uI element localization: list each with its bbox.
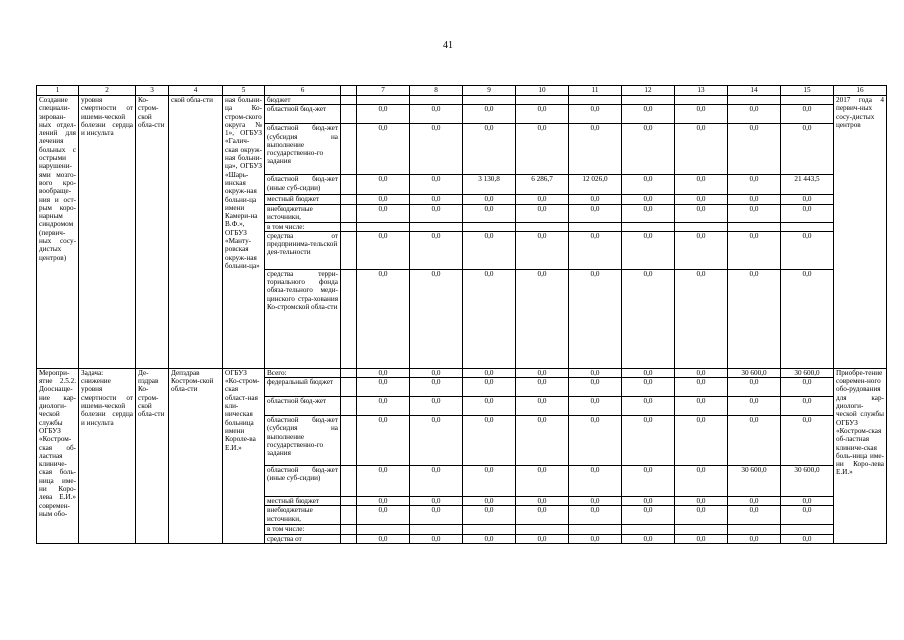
value-cell: 0,0 xyxy=(463,497,516,506)
value-cell: 0,0 xyxy=(410,269,463,368)
value-cell: 0,0 xyxy=(410,368,463,377)
value-cell xyxy=(622,222,675,231)
blank-cell xyxy=(341,466,357,497)
value-cell: 0,0 xyxy=(569,105,622,124)
value-cell: 0,0 xyxy=(781,204,834,222)
value-cell: 0,0 xyxy=(516,506,569,525)
blank-cell xyxy=(341,204,357,222)
header-cell: 7 xyxy=(357,86,410,96)
value-cell: 0,0 xyxy=(728,269,781,368)
value-cell xyxy=(728,525,781,534)
value-cell: 0,0 xyxy=(410,231,463,269)
value-cell: 0,0 xyxy=(675,466,728,497)
funding-source-label: бюджет xyxy=(265,96,341,105)
header-cell: 12 xyxy=(622,86,675,96)
blank-cell xyxy=(341,368,357,377)
value-cell xyxy=(569,525,622,534)
value-cell xyxy=(675,96,728,105)
value-cell: 0,0 xyxy=(516,105,569,124)
description-cell-c3: Де-пздрав Ко-стром-ской обла-сти xyxy=(136,368,169,543)
value-cell: 0,0 xyxy=(516,195,569,204)
value-cell: 0,0 xyxy=(781,506,834,525)
value-cell: 0,0 xyxy=(516,204,569,222)
value-cell xyxy=(569,96,622,105)
description-cell-c2: Задача: снижение уровня смертности от ишеми-ческой болезни сердца и инсульта xyxy=(79,368,136,543)
value-cell: 0,0 xyxy=(463,534,516,543)
blank-cell xyxy=(341,525,357,534)
header-cell: 2 xyxy=(79,86,136,96)
value-cell: 0,0 xyxy=(675,506,728,525)
blank-cell xyxy=(341,105,357,124)
value-cell: 0,0 xyxy=(410,204,463,222)
value-cell: 21 443,5 xyxy=(781,175,834,195)
blank-cell xyxy=(341,96,357,105)
value-cell xyxy=(622,525,675,534)
value-cell: 0,0 xyxy=(463,231,516,269)
description-cell-c1: Меропри-ятие 2.5.2. Дооснаще-ние кар-диологи-ческой службы ОГБУЗ «Костром-ская об-ластная клиниче-ская боль-ница име-ни Коро-лева Е.И.» современ-ным обо- xyxy=(37,368,79,543)
value-cell: 0,0 xyxy=(569,466,622,497)
result-cell: 2017 года 4 первич-ных сосу-дистых центров xyxy=(834,96,887,369)
value-cell: 0,0 xyxy=(622,497,675,506)
value-cell: 12 026,0 xyxy=(569,175,622,195)
value-cell xyxy=(357,525,410,534)
value-cell xyxy=(357,222,410,231)
value-cell: 0,0 xyxy=(410,175,463,195)
value-cell: 0,0 xyxy=(781,231,834,269)
blank-cell xyxy=(341,397,357,416)
value-cell: 0,0 xyxy=(410,195,463,204)
blank-cell xyxy=(341,269,357,368)
value-cell: 0,0 xyxy=(357,105,410,124)
value-cell: 30 600,0 xyxy=(781,368,834,377)
value-cell: 0,0 xyxy=(463,368,516,377)
value-cell: 0,0 xyxy=(622,175,675,195)
value-cell: 0,0 xyxy=(622,378,675,397)
value-cell: 0,0 xyxy=(622,368,675,377)
value-cell: 0,0 xyxy=(569,204,622,222)
blank-cell xyxy=(341,378,357,397)
value-cell: 0,0 xyxy=(728,175,781,195)
value-cell: 0,0 xyxy=(728,416,781,466)
value-cell xyxy=(622,96,675,105)
value-cell: 0,0 xyxy=(569,368,622,377)
header-cell: 3 xyxy=(136,86,169,96)
value-cell: 0,0 xyxy=(622,506,675,525)
value-cell: 0,0 xyxy=(622,416,675,466)
value-cell: 0,0 xyxy=(781,124,834,175)
value-cell: 0,0 xyxy=(622,195,675,204)
value-cell: 0,0 xyxy=(357,204,410,222)
value-cell: 0,0 xyxy=(357,378,410,397)
value-cell: 0,0 xyxy=(728,195,781,204)
value-cell xyxy=(357,96,410,105)
blank-cell xyxy=(341,534,357,543)
value-cell: 0,0 xyxy=(569,231,622,269)
description-cell-c2: уровня смертности от ишеми-ческой болезни сердца и инсульта xyxy=(79,96,136,369)
value-cell: 0,0 xyxy=(675,378,728,397)
value-cell: 0,0 xyxy=(463,397,516,416)
funding-source-label: внебюджетные источники, xyxy=(265,506,341,525)
value-cell xyxy=(675,525,728,534)
blank-cell xyxy=(341,506,357,525)
header-cell: 15 xyxy=(781,86,834,96)
value-cell: 0,0 xyxy=(569,506,622,525)
value-cell: 0,0 xyxy=(516,378,569,397)
value-cell: 0,0 xyxy=(675,416,728,466)
value-cell: 0,0 xyxy=(357,175,410,195)
header-cell: 4 xyxy=(169,86,223,96)
value-cell: 0,0 xyxy=(410,416,463,466)
funding-source-label: местный бюджет xyxy=(265,195,341,204)
blank-cell xyxy=(341,231,357,269)
value-cell: 0,0 xyxy=(516,397,569,416)
blank-cell xyxy=(341,175,357,195)
value-cell xyxy=(410,96,463,105)
blank-cell xyxy=(341,124,357,175)
funding-source-label: Всего: xyxy=(265,368,341,377)
value-cell: 0,0 xyxy=(569,497,622,506)
description-cell-c1: Создание специали-зирован-ных отдел-лений для лечения больных с острыми нарушени-ями мозго-вого кро-вообраще-ния и ост-рым коро-нарным синдромом (первич-ных сосу-дистых центров) xyxy=(37,96,79,369)
value-cell: 0,0 xyxy=(569,124,622,175)
value-cell: 0,0 xyxy=(463,378,516,397)
value-cell: 0,0 xyxy=(781,534,834,543)
value-cell: 0,0 xyxy=(781,416,834,466)
value-cell: 0,0 xyxy=(410,534,463,543)
funding-source-label: средства терри-ториального фонда обяза-тельного меди-цинского стра-хования Ко-стромской обла-сти xyxy=(265,269,341,368)
header-cell: 10 xyxy=(516,86,569,96)
value-cell xyxy=(781,96,834,105)
value-cell: 0,0 xyxy=(728,124,781,175)
value-cell: 0,0 xyxy=(675,497,728,506)
value-cell: 0,0 xyxy=(622,204,675,222)
value-cell: 0,0 xyxy=(728,497,781,506)
value-cell: 0,0 xyxy=(357,195,410,204)
value-cell: 0,0 xyxy=(410,506,463,525)
header-cell: 14 xyxy=(728,86,781,96)
value-cell: 0,0 xyxy=(728,534,781,543)
value-cell: 0,0 xyxy=(410,105,463,124)
funding-source-label: внебюджетные источники, xyxy=(265,204,341,222)
value-cell: 0,0 xyxy=(622,124,675,175)
value-cell: 0,0 xyxy=(728,397,781,416)
value-cell: 0,0 xyxy=(516,534,569,543)
header-cell: 9 xyxy=(463,86,516,96)
value-cell xyxy=(728,96,781,105)
value-cell xyxy=(463,525,516,534)
value-cell: 0,0 xyxy=(781,269,834,368)
value-cell: 0,0 xyxy=(357,368,410,377)
value-cell xyxy=(410,222,463,231)
description-cell-c5: ОГБУЗ «Ко-стром-ская област-ная кли-ническая больница имени Короле-ва Е.И.» xyxy=(223,368,265,543)
value-cell: 0,0 xyxy=(728,204,781,222)
table-row xyxy=(37,96,887,105)
value-cell: 0,0 xyxy=(357,497,410,506)
value-cell: 0,0 xyxy=(622,269,675,368)
value-cell: 0,0 xyxy=(569,378,622,397)
funding-source-label: средства от предпринима-тельской дея-тельности xyxy=(265,231,341,269)
value-cell: 0,0 xyxy=(728,105,781,124)
value-cell: 0,0 xyxy=(357,506,410,525)
value-cell: 30 600,0 xyxy=(781,466,834,497)
value-cell: 0,0 xyxy=(463,466,516,497)
value-cell: 0,0 xyxy=(410,378,463,397)
value-cell: 0,0 xyxy=(516,497,569,506)
value-cell xyxy=(675,222,728,231)
value-cell: 0,0 xyxy=(569,534,622,543)
header-cell: 13 xyxy=(675,86,728,96)
description-cell-c5: ная больни-ца Ко-стром-ского округа № 1», ОГБУЗ «Галич-ская окруж-ная больни-ца», ОГБУЗ «Шарь-инская окруж-ная больни-ца имени Камери-на В.Ф.», ОГБУЗ «Манту-ровская окруж-ная больни-ца» xyxy=(223,96,265,369)
funding-source-label: местный бюджет xyxy=(265,497,341,506)
value-cell: 0,0 xyxy=(410,466,463,497)
value-cell: 0,0 xyxy=(410,397,463,416)
value-cell xyxy=(781,222,834,231)
value-cell: 0,0 xyxy=(675,397,728,416)
funding-source-label: областной бюд-жет (иные суб-сидии) xyxy=(265,175,341,195)
header-cell: 8 xyxy=(410,86,463,96)
value-cell: 0,0 xyxy=(357,466,410,497)
header-cell: 5 xyxy=(223,86,265,96)
value-cell: 0,0 xyxy=(728,506,781,525)
result-cell: Приобре-тение современ-ного обо-рудования для кар-диологи-ческой службы ОГБУЗ «Костром-ская об-ластная клиниче-ская боль-ница име-ни Коро-лева Е.И.» xyxy=(834,368,887,543)
blank-cell xyxy=(341,222,357,231)
value-cell: 0,0 xyxy=(728,378,781,397)
blank-cell xyxy=(341,416,357,466)
value-cell: 0,0 xyxy=(622,466,675,497)
value-cell xyxy=(410,525,463,534)
value-cell: 0,0 xyxy=(357,124,410,175)
header-cell: 6 xyxy=(265,86,341,96)
table-row xyxy=(37,368,887,377)
value-cell: 0,0 xyxy=(410,124,463,175)
value-cell: 0,0 xyxy=(516,416,569,466)
value-cell: 0,0 xyxy=(675,105,728,124)
value-cell: 0,0 xyxy=(357,269,410,368)
value-cell: 30 600,0 xyxy=(728,466,781,497)
value-cell: 0,0 xyxy=(781,378,834,397)
value-cell: 0,0 xyxy=(463,105,516,124)
value-cell xyxy=(569,222,622,231)
value-cell: 0,0 xyxy=(357,416,410,466)
value-cell: 0,0 xyxy=(675,368,728,377)
header-cell: 11 xyxy=(569,86,622,96)
value-cell: 0,0 xyxy=(675,175,728,195)
value-cell: 0,0 xyxy=(622,397,675,416)
description-cell-c4: ской обла-сти xyxy=(169,96,223,369)
value-cell xyxy=(516,222,569,231)
header-cell: 1 xyxy=(37,86,79,96)
value-cell: 0,0 xyxy=(463,204,516,222)
header-cell: 16 xyxy=(834,86,887,96)
header-cell xyxy=(341,86,357,96)
value-cell: 0,0 xyxy=(357,231,410,269)
value-cell: 0,0 xyxy=(516,368,569,377)
value-cell xyxy=(781,525,834,534)
funding-source-label: областной бюд-жет (иные суб-сидии) xyxy=(265,466,341,497)
blank-cell xyxy=(341,497,357,506)
value-cell: 0,0 xyxy=(622,231,675,269)
budget-table xyxy=(36,85,887,544)
value-cell: 0,0 xyxy=(675,204,728,222)
value-cell: 0,0 xyxy=(675,231,728,269)
value-cell: 0,0 xyxy=(410,497,463,506)
value-cell: 0,0 xyxy=(675,269,728,368)
value-cell: 0,0 xyxy=(516,269,569,368)
value-cell: 0,0 xyxy=(463,195,516,204)
value-cell xyxy=(463,96,516,105)
value-cell: 0,0 xyxy=(675,195,728,204)
value-cell: 3 130,8 xyxy=(463,175,516,195)
value-cell: 30 600,0 xyxy=(728,368,781,377)
value-cell: 0,0 xyxy=(516,124,569,175)
value-cell: 0,0 xyxy=(516,231,569,269)
funding-source-label: областной бюд-жет (субсидия на выполнение государственно-го задания xyxy=(265,416,341,466)
value-cell xyxy=(463,222,516,231)
value-cell: 6 286,7 xyxy=(516,175,569,195)
funding-source-label: средства от xyxy=(265,534,341,543)
value-cell xyxy=(516,525,569,534)
value-cell: 0,0 xyxy=(516,466,569,497)
value-cell: 0,0 xyxy=(357,397,410,416)
blank-cell xyxy=(341,195,357,204)
funding-source-label: областной бюд-жет (субсидия на выполнение государственно-го задания xyxy=(265,124,341,175)
value-cell: 0,0 xyxy=(569,195,622,204)
value-cell: 0,0 xyxy=(675,534,728,543)
value-cell: 0,0 xyxy=(622,105,675,124)
page-number: 41 xyxy=(443,40,453,51)
value-cell: 0,0 xyxy=(357,534,410,543)
value-cell: 0,0 xyxy=(781,397,834,416)
value-cell: 0,0 xyxy=(781,105,834,124)
value-cell: 0,0 xyxy=(781,497,834,506)
value-cell: 0,0 xyxy=(622,534,675,543)
description-cell-c3: Ко-стром-ской обла-сти xyxy=(136,96,169,369)
value-cell: 0,0 xyxy=(463,416,516,466)
value-cell: 0,0 xyxy=(569,416,622,466)
value-cell xyxy=(516,96,569,105)
funding-source-label: в том числе: xyxy=(265,525,341,534)
value-cell: 0,0 xyxy=(463,269,516,368)
value-cell: 0,0 xyxy=(463,124,516,175)
funding-source-label: федеральный бюджет xyxy=(265,378,341,397)
value-cell: 0,0 xyxy=(728,231,781,269)
value-cell: 0,0 xyxy=(463,506,516,525)
funding-source-label: в том числе: xyxy=(265,222,341,231)
header-row xyxy=(37,86,887,96)
value-cell xyxy=(728,222,781,231)
value-cell: 0,0 xyxy=(675,124,728,175)
value-cell: 0,0 xyxy=(569,397,622,416)
value-cell: 0,0 xyxy=(781,195,834,204)
value-cell: 0,0 xyxy=(569,269,622,368)
description-cell-c4: Депздрав Костром-ской обла-сти xyxy=(169,368,223,543)
funding-source-label: областной бюд-жет xyxy=(265,397,341,416)
funding-source-label: областной бюд-жет xyxy=(265,105,341,124)
